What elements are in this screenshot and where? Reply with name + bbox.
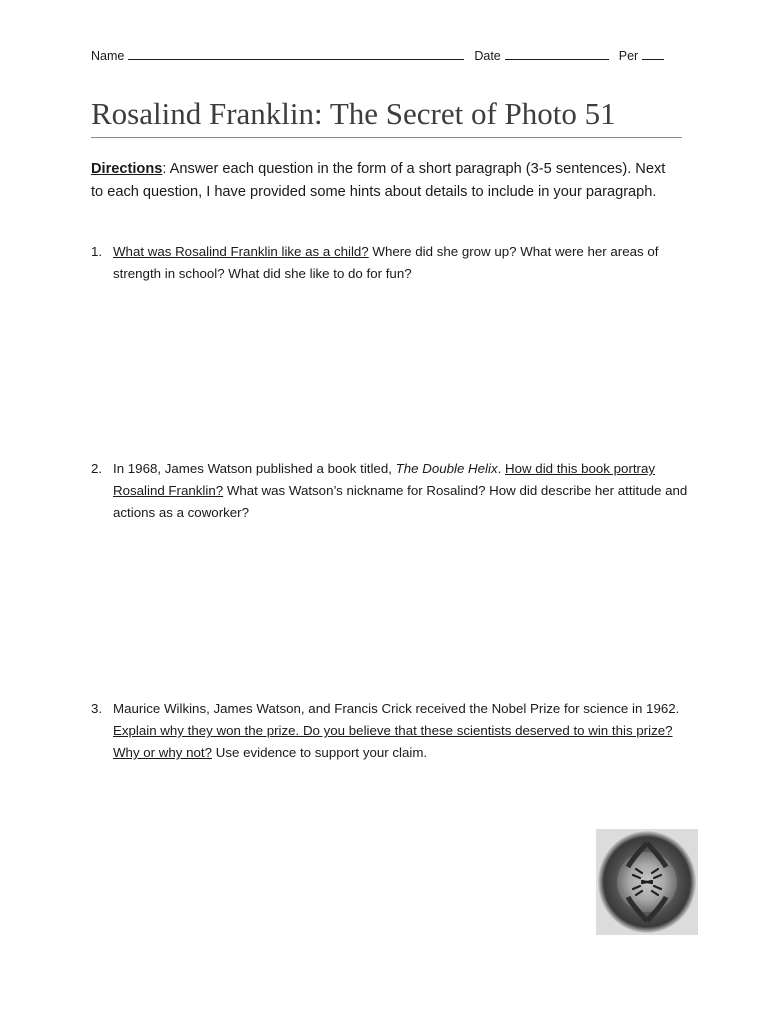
page-title bbox=[91, 96, 616, 132]
x-ray-diffraction-photo-icon bbox=[596, 829, 698, 935]
question-underlined: What was Rosalind Franklin like as a child? bbox=[113, 244, 369, 259]
book-title: The Double Helix bbox=[395, 461, 498, 476]
header-fields bbox=[91, 47, 691, 63]
per-blank[interactable] bbox=[642, 47, 664, 60]
date-blank[interactable] bbox=[505, 47, 609, 60]
question-rest: Where did she grow up? What were her areas of strength in school? What did she like to do for fun? bbox=[113, 244, 659, 281]
question-text bbox=[113, 241, 691, 285]
question-rest: Use evidence to support your claim. bbox=[212, 745, 428, 760]
title-divider bbox=[91, 137, 682, 138]
question-number: 2. bbox=[91, 461, 103, 476]
name-blank[interactable] bbox=[128, 47, 464, 60]
question-text bbox=[113, 698, 691, 764]
question-underlined: Explain why they won the prize. Do you believe that these scientists deserved to win this prize? Why or why not? bbox=[113, 723, 673, 760]
question-lead: Maurice Wilkins, James Watson, and Francis Crick received the Nobel Prize for science in 1962. bbox=[113, 701, 680, 716]
title-main: Rosalind Franklin: bbox=[91, 96, 323, 131]
photo-51-image bbox=[596, 829, 698, 935]
per-label: Per bbox=[618, 49, 639, 63]
directions-paragraph bbox=[91, 158, 681, 204]
question-underlined: How did this book portray Rosalind Franklin? bbox=[113, 461, 656, 498]
question-2 bbox=[91, 458, 691, 524]
title-sub: The Secret of Photo 51 bbox=[322, 96, 616, 131]
date-label: Date bbox=[474, 49, 501, 63]
question-rest: What was Watson’s nickname for Rosalind? How did describe her attitude and actions as a coworker? bbox=[113, 483, 688, 520]
directions-text: : Answer each question in the form of a short paragraph (3-5 sentences). Next to each question, I have provided some hints about details to include in your paragraph. bbox=[91, 161, 666, 200]
question-3 bbox=[91, 698, 691, 764]
question-text bbox=[113, 458, 691, 524]
question-number: 3. bbox=[91, 701, 103, 716]
question-1 bbox=[91, 241, 691, 285]
question-lead: In 1968, James Watson published a book titled, bbox=[113, 461, 396, 476]
question-number: 1. bbox=[91, 244, 103, 259]
name-label: Name bbox=[91, 49, 125, 63]
question-after-italic: . bbox=[497, 461, 505, 476]
directions-label: Directions bbox=[91, 161, 163, 177]
